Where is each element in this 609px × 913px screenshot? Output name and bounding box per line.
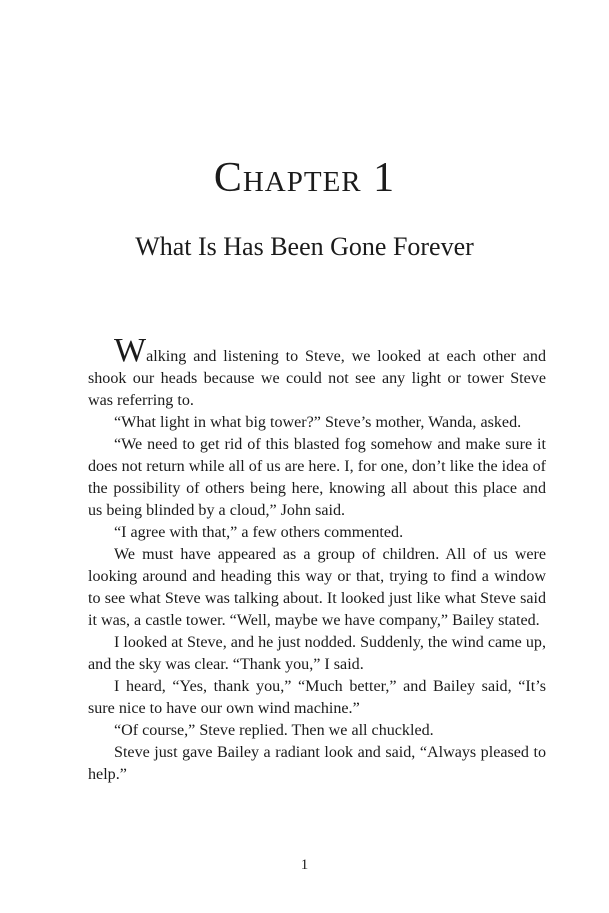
paragraph: “What light in what big tower?” Steve’s mother, Wanda, asked. (114, 414, 522, 431)
paragraph: I looked at Steve, and he just nodded. Suddenly, the wind came up, and the sky was clear. “Thank you,” I said. (88, 634, 546, 673)
paragraph: “We need to get rid of this blasted fog somehow and make sure it does not return while all of us are here. I, for one, don’t like the idea of the possibility of others being here, knowing all about this place and us being blinded by a cloud,” John said. (88, 436, 546, 519)
chapter-subtitle: What Is Has Been Gone Forever (135, 232, 474, 261)
chapter-heading: Chapter 1 (213, 155, 396, 201)
paragraph: We must have appeared as a group of children. All of us were looking around and heading this way or that, trying to find a window to see what Steve was talking about. It looked just like what Steve said it was, a castle tower. “Well, maybe we have company,” Bailey stated. (88, 546, 546, 629)
paragraph (88, 332, 546, 412)
drop-cap: W (114, 332, 147, 369)
paragraph: “I agree with that,” a few others commented. (114, 524, 404, 541)
page-number: 1 (300, 857, 309, 873)
paragraph-text: alking and listening to Steve, we looked at each other and shook our heads because we could not see any light or tower Steve was referring to. (88, 348, 546, 409)
paragraph: Steve just gave Bailey a radiant look and said, “Always pleased to help.” (88, 744, 546, 783)
paragraph: “Of course,” Steve replied. Then we all chuckled. (114, 722, 434, 739)
paragraph: I heard, “Yes, thank you,” “Much better,” and Bailey said, “It’s sure nice to have our own wind machine.” (88, 678, 546, 717)
chapter-body (88, 332, 546, 786)
